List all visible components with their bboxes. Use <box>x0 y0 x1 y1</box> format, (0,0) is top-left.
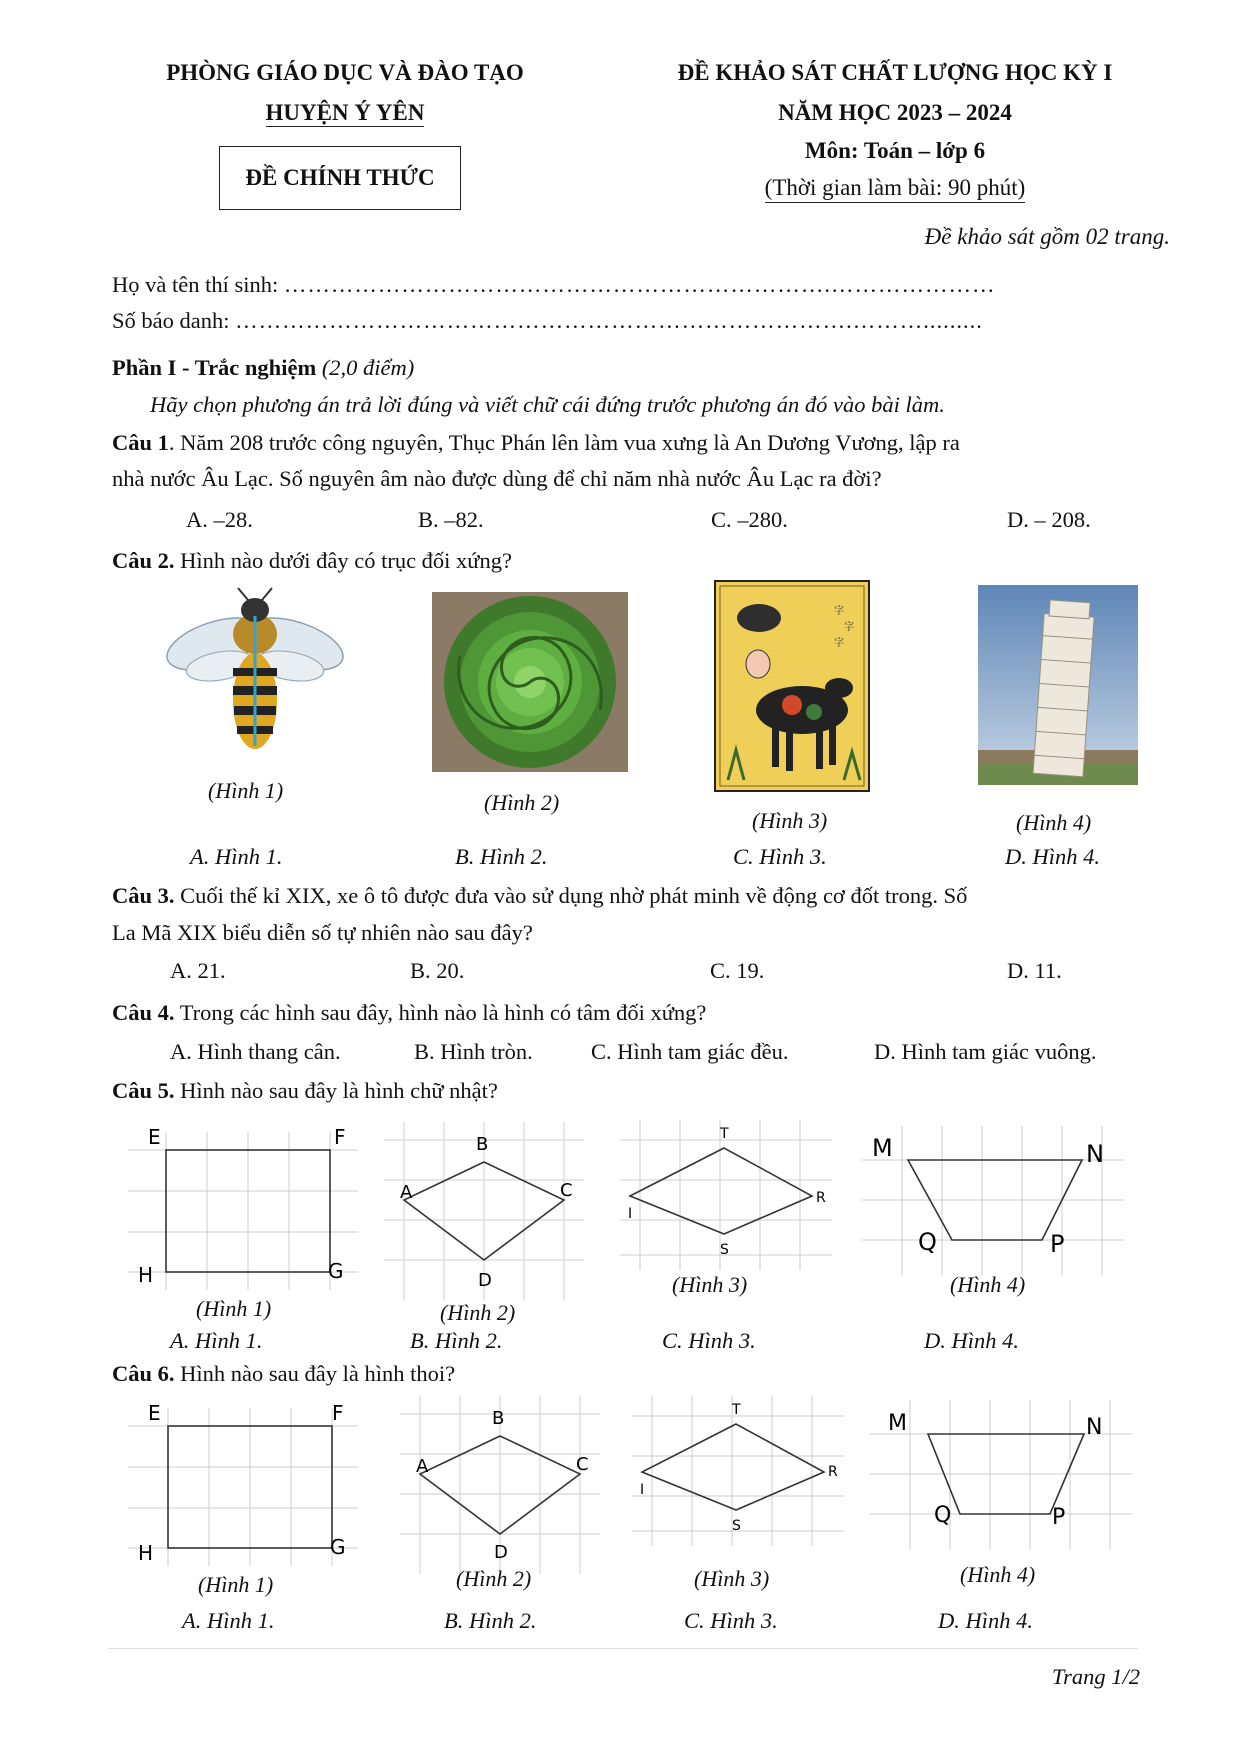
pages-note: Đề khảo sát gồm 02 trang. <box>924 224 1170 249</box>
q2-caption-2: (Hình 2) <box>484 790 560 815</box>
vertex-label: P <box>1050 1230 1065 1258</box>
q1-text: . Năm 208 trước công nguyên, Thục Phán lên làm vua xưng là An Dương Vương, lập ra <box>168 430 960 455</box>
q6-caption-2: (Hình 2) <box>456 1566 532 1591</box>
official-exam-box: ĐỀ CHÍNH THỨC <box>219 146 461 210</box>
q6-figure-3 <box>632 1396 844 1546</box>
vertex-label: D <box>478 1270 492 1291</box>
q2-text: Hình nào dưới đây có trục đối xứng? <box>174 548 512 573</box>
vertex-label: C <box>560 1180 573 1201</box>
vertex-label: N <box>1086 1140 1104 1168</box>
q3-option-d: D. 11. <box>1007 958 1062 983</box>
q6-option-b: B. Hình 2. <box>444 1608 537 1633</box>
q1-label: Câu 1 <box>112 430 169 455</box>
q3-label: Câu 3. <box>112 883 175 908</box>
q4-option-b: B. Hình tròn. <box>414 1039 533 1064</box>
q5-text: Hình nào sau đây là hình chữ nhật? <box>174 1078 498 1103</box>
vertex-label: A <box>400 1182 413 1203</box>
q6-caption-1: (Hình 1) <box>198 1572 274 1597</box>
q3-line2: La Mã XIX biểu diễn số tự nhiên nào sau đây? <box>112 920 533 945</box>
q5-stem <box>112 1078 498 1104</box>
q2-option-b: B. Hình 2. <box>455 844 548 869</box>
q5-option-b: B. Hình 2. <box>410 1328 503 1353</box>
student-name-dots: …………………………………………………………….………………… <box>283 272 996 297</box>
department-name: PHÒNG GIÁO DỤC VÀ ĐÀO TẠO <box>166 60 524 85</box>
vertex-label: N <box>1086 1415 1103 1440</box>
q6-figure-2 <box>400 1396 600 1574</box>
vertex-label: Q <box>934 1503 952 1528</box>
q2-option-a: A. Hình 1. <box>190 844 283 869</box>
q3-option-a: A. 21. <box>170 958 226 983</box>
q5-option-a: A. Hình 1. <box>170 1328 263 1353</box>
district-name: HUYỆN Ý YÊN <box>265 100 425 125</box>
q1-line1 <box>112 430 960 456</box>
q2-label: Câu 2. <box>112 548 175 573</box>
q5-figure-2 <box>384 1122 584 1300</box>
vertex-label: S <box>732 1518 741 1534</box>
vertex-label: G <box>330 1535 346 1559</box>
student-name-label: Họ và tên thí sinh: <box>112 272 279 297</box>
q4-stem <box>112 1000 706 1026</box>
vertex-label: C <box>576 1454 589 1475</box>
q5-option-d: D. Hình 4. <box>924 1328 1019 1353</box>
vertex-label: S <box>720 1242 729 1258</box>
q1-option-c: C. –280. <box>711 507 788 532</box>
q1-option-b: B. –82. <box>418 507 484 532</box>
vertex-label: G <box>328 1259 344 1283</box>
vertex-label: F <box>334 1125 346 1149</box>
q5-figure-4 <box>862 1126 1124 1276</box>
q3-line1 <box>112 883 967 909</box>
q4-text: Trong các hình sau đây, hình nào là hình có tâm đối xứng? <box>174 1000 707 1025</box>
vertex-label: R <box>816 1190 826 1206</box>
vertex-label: H <box>138 1263 154 1287</box>
subject: Môn: Toán – lớp 6 <box>804 138 986 163</box>
q4-option-d: D. Hình tam giác vuông. <box>874 1039 1097 1064</box>
vertex-label: M <box>872 1134 893 1162</box>
q6-option-c: C. Hình 3. <box>684 1608 778 1633</box>
q1-option-d: D. – 208. <box>1007 507 1091 532</box>
q2-caption-3: (Hình 3) <box>752 808 828 833</box>
q4-label: Câu 4. <box>112 1000 175 1025</box>
q5-figure-3 <box>620 1120 832 1270</box>
part1-heading <box>112 355 414 381</box>
vertex-label: B <box>476 1134 489 1155</box>
student-id-dots: …………………………………………………………………….………......... <box>235 308 983 333</box>
q4-option-a: A. Hình thang cân. <box>170 1039 341 1064</box>
vertex-label: E <box>148 1125 161 1149</box>
q5-figure-1 <box>128 1122 358 1290</box>
q2-option-c: C. Hình 3. <box>733 844 827 869</box>
q6-text: Hình nào sau đây là hình thoi? <box>174 1361 456 1386</box>
exam-title: ĐỀ KHẢO SÁT CHẤT LƯỢNG HỌC KỲ I <box>677 60 1113 85</box>
succulent-image <box>432 592 628 772</box>
school-year: NĂM HỌC 2023 – 2024 <box>778 100 1012 125</box>
svg-text:字: 字 <box>844 622 854 633</box>
q6-caption-4: (Hình 4) <box>960 1562 1036 1587</box>
q2-caption-1: (Hình 1) <box>208 778 284 803</box>
part1-points: (2,0 điểm) <box>321 355 415 380</box>
q3-option-c: C. 19. <box>710 958 765 983</box>
svg-text:字: 字 <box>834 638 844 649</box>
student-name-line <box>112 272 995 298</box>
vertex-label: M <box>888 1411 907 1436</box>
q5-caption-3: (Hình 3) <box>672 1272 748 1297</box>
footer-divider <box>108 1648 1138 1649</box>
vertex-label: I <box>628 1206 633 1222</box>
q2-option-d: D. Hình 4. <box>1005 844 1100 869</box>
tower-image <box>978 585 1138 785</box>
q6-figure-1 <box>128 1398 358 1566</box>
vertex-label: T <box>720 1126 729 1142</box>
q5-option-c: C. Hình 3. <box>662 1328 756 1353</box>
vertex-label: E <box>148 1401 161 1425</box>
vertex-label: H <box>138 1541 154 1565</box>
vertex-label: T <box>732 1402 741 1418</box>
q3-option-b: B. 20. <box>410 958 465 983</box>
student-id-label: Số báo danh: <box>112 308 230 333</box>
vertex-label: P <box>1052 1505 1066 1530</box>
folk-painting-image <box>714 580 870 792</box>
q2-caption-4: (Hình 4) <box>1016 810 1092 835</box>
q1-line2: nhà nước Âu Lạc. Số nguyên âm nào được dùng để chỉ năm nhà nước Âu Lạc ra đời? <box>112 466 882 491</box>
q6-caption-3: (Hình 3) <box>694 1566 770 1591</box>
q5-caption-1: (Hình 1) <box>196 1296 272 1321</box>
q6-stem <box>112 1361 455 1387</box>
q6-figure-4 <box>870 1400 1132 1550</box>
vertex-label: Q <box>918 1228 937 1256</box>
vertex-label: R <box>828 1464 838 1480</box>
q6-option-d: D. Hình 4. <box>938 1608 1033 1633</box>
page-number: Trang 1/2 <box>1051 1664 1140 1689</box>
q5-caption-2: (Hình 2) <box>440 1300 516 1325</box>
q5-caption-4: (Hình 4) <box>950 1272 1026 1297</box>
exam-time: (Thời gian làm bài: 90 phút) <box>620 175 1170 201</box>
vertex-label: D <box>494 1542 508 1563</box>
vertex-label: A <box>416 1456 429 1477</box>
vertex-label: B <box>492 1408 505 1429</box>
q2-stem <box>112 548 512 574</box>
q6-option-a: A. Hình 1. <box>182 1608 275 1633</box>
vertex-label: F <box>332 1401 344 1425</box>
q1-option-a: A. –28. <box>186 507 253 532</box>
part1-title: Phần I - Trắc nghiệm <box>112 355 317 380</box>
part1-instruction: Hãy chọn phương án trả lời đúng và viết chữ cái đứng trước phương án đó vào bài làm. <box>150 392 945 417</box>
vertex-label: I <box>640 1482 645 1498</box>
svg-text:字: 字 <box>834 606 844 617</box>
q6-label: Câu 6. <box>112 1361 175 1386</box>
student-id-line <box>112 308 983 334</box>
q3-text: Cuối thế kỉ XIX, xe ô tô được đưa vào sử dụng nhờ phát minh về động cơ đốt trong. Số <box>174 883 968 908</box>
bee-image <box>160 586 350 766</box>
q5-label: Câu 5. <box>112 1078 175 1103</box>
q4-option-c: C. Hình tam giác đều. <box>591 1039 789 1064</box>
